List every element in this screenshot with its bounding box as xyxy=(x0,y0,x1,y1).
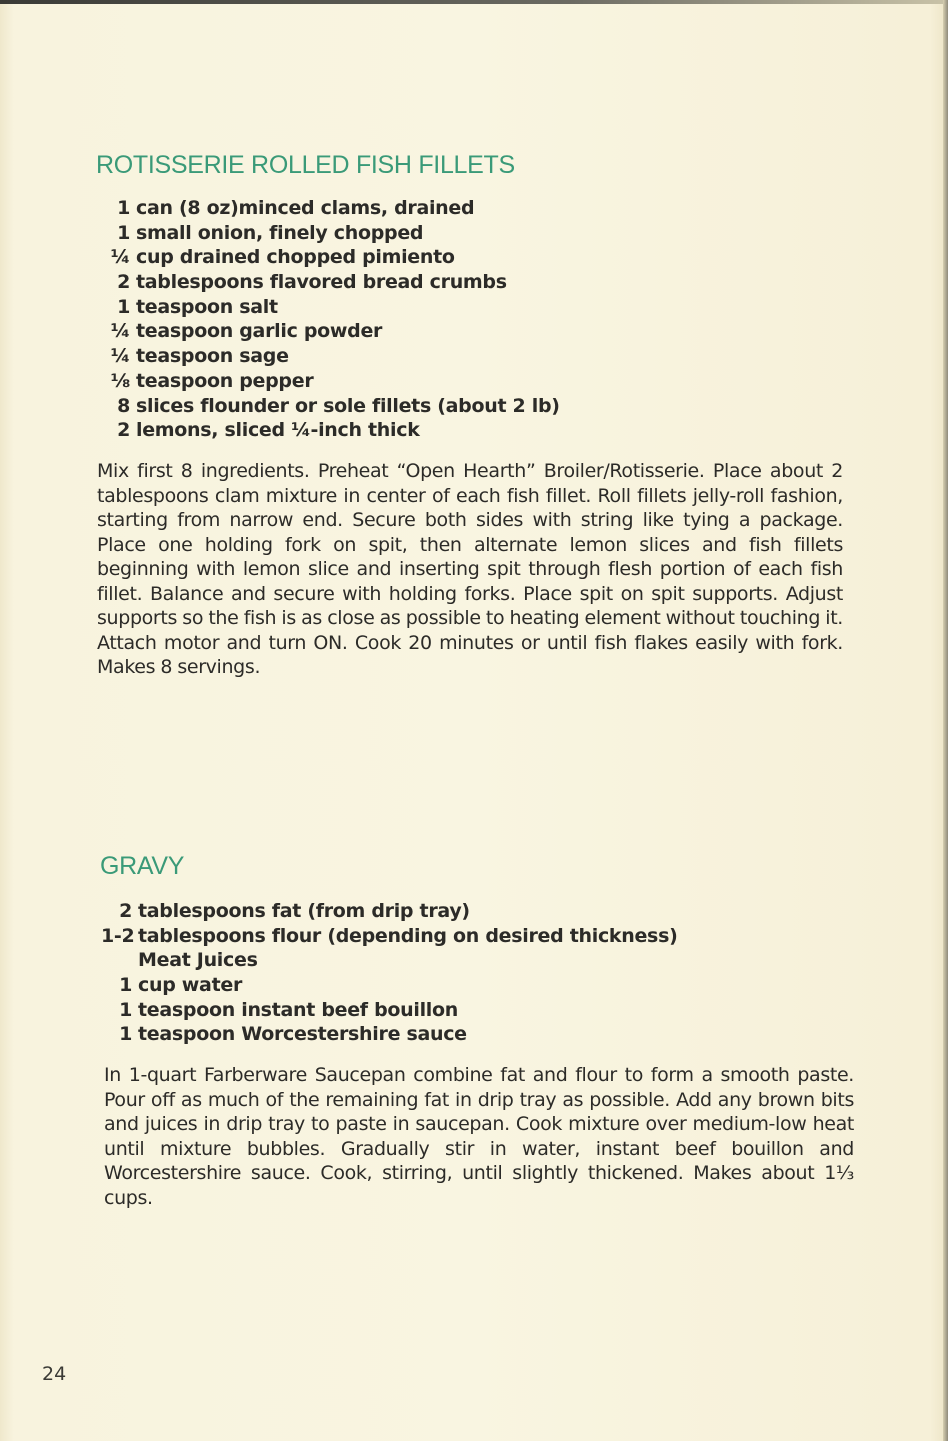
ingredient-quantity: 2 xyxy=(117,271,130,294)
ingredient-quantity: ¼ xyxy=(110,345,130,368)
ingredient-item xyxy=(101,899,677,924)
ingredient-quantity: 1-2 xyxy=(101,924,135,947)
ingredient-item xyxy=(101,998,677,1023)
ingredient-text: teaspoon salt xyxy=(136,295,278,318)
ingredient-item xyxy=(101,948,677,973)
ingredient-item xyxy=(98,369,560,394)
ingredient-text: small onion, finely chopped xyxy=(136,221,424,244)
ingredient-text: cup drained chopped pimiento xyxy=(136,246,455,269)
ingredient-quantity: 1 xyxy=(119,974,132,997)
ingredient-text: tablespoons flavored bread crumbs xyxy=(136,271,507,294)
ingredient-quantity: 1 xyxy=(119,1023,132,1046)
ingredient-item xyxy=(98,295,560,320)
ingredient-quantity: 1 xyxy=(119,998,132,1021)
page-right-edge xyxy=(943,0,948,1441)
ingredient-item xyxy=(98,221,560,246)
ingredient-item xyxy=(98,245,560,270)
instructions-gravy: In 1-quart Farberware Saucepan combine fat and flour to form a smooth paste. Pour off as much of the remaining fat in drip tray as possible. Add any brown bits and juices in drip tray to paste in saucepan. Cook mixture over medium-low heat until mixture bubbles. Gradually stir in water, instant beef bouillon and Worcestershire sauce. Cook, stirring, until slightly thickened. Makes about 1⅓ cups. xyxy=(104,1064,854,1209)
ingredient-item xyxy=(101,924,677,949)
recipe-title-fish-fillets: ROTISSERIE ROLLED FISH FILLETS xyxy=(96,151,515,179)
ingredient-item xyxy=(98,319,560,344)
ingredient-text: teaspoon instant beef bouillon xyxy=(138,998,458,1021)
ingredient-quantity: 2 xyxy=(119,900,132,922)
recipe-title-gravy: GRAVY xyxy=(100,852,185,880)
ingredient-item xyxy=(98,344,560,369)
page-top-edge xyxy=(0,0,948,4)
ingredient-item xyxy=(101,1022,677,1047)
instructions-fish-fillets: Mix first 8 ingredients. Preheat “Open Hearth” Broiler/Rotisserie. Place about 2 tablespoons clam mixture in center of each fish fillet. Roll fillets jelly-roll fashion, starting from narrow end. Secure both sides with string like tying a package. Place one holding fork on spit, then alternate lemon slices and fish fillets beginning with lemon slice and inserting spit through flesh portion of each fish fillet. Balance and secure with holding forks. Place spit on spit supports. Adjust supports so the fish is as close as possible to heating element without touching it. Attach motor and turn ON. Cook 20 minutes or until fish flakes easily with fork. Makes 8 servings. xyxy=(97,460,843,678)
ingredient-list-gravy xyxy=(101,899,677,1047)
ingredient-item xyxy=(98,196,560,221)
ingredient-text: teaspoon garlic powder xyxy=(136,320,383,343)
ingredient-quantity: 1 xyxy=(117,221,130,244)
ingredient-text: tablespoons fat (from drip tray) xyxy=(138,900,470,922)
ingredient-text: cup water xyxy=(138,974,243,997)
ingredient-quantity: 8 xyxy=(117,394,130,417)
ingredient-text: teaspoon Worcestershire sauce xyxy=(138,1023,467,1046)
ingredient-item xyxy=(101,973,677,998)
ingredient-item xyxy=(98,418,560,443)
ingredient-text: tablespoons flour (depending on desired thickness) xyxy=(138,924,678,947)
ingredient-text: can (8 oz)minced clams, drained xyxy=(136,197,475,219)
ingredient-quantity: ¼ xyxy=(110,320,130,343)
ingredient-quantity: 1 xyxy=(117,197,130,219)
ingredient-text: teaspoon pepper xyxy=(136,369,314,392)
page-number: 24 xyxy=(42,1363,67,1385)
ingredient-quantity: 1 xyxy=(117,295,130,318)
ingredient-item xyxy=(98,270,560,295)
ingredient-item xyxy=(98,394,560,419)
ingredient-text: lemons, sliced ¼-inch thick xyxy=(136,419,420,442)
ingredient-quantity: ⅛ xyxy=(110,369,130,392)
ingredient-list-fish-fillets xyxy=(98,196,560,443)
ingredient-text: slices flounder or sole fillets (about 2 lb) xyxy=(136,394,560,417)
ingredient-quantity: ¼ xyxy=(110,246,130,269)
ingredient-quantity: 2 xyxy=(117,419,130,442)
ingredient-text: teaspoon sage xyxy=(136,345,289,368)
ingredient-text: Meat Juices xyxy=(138,949,258,972)
